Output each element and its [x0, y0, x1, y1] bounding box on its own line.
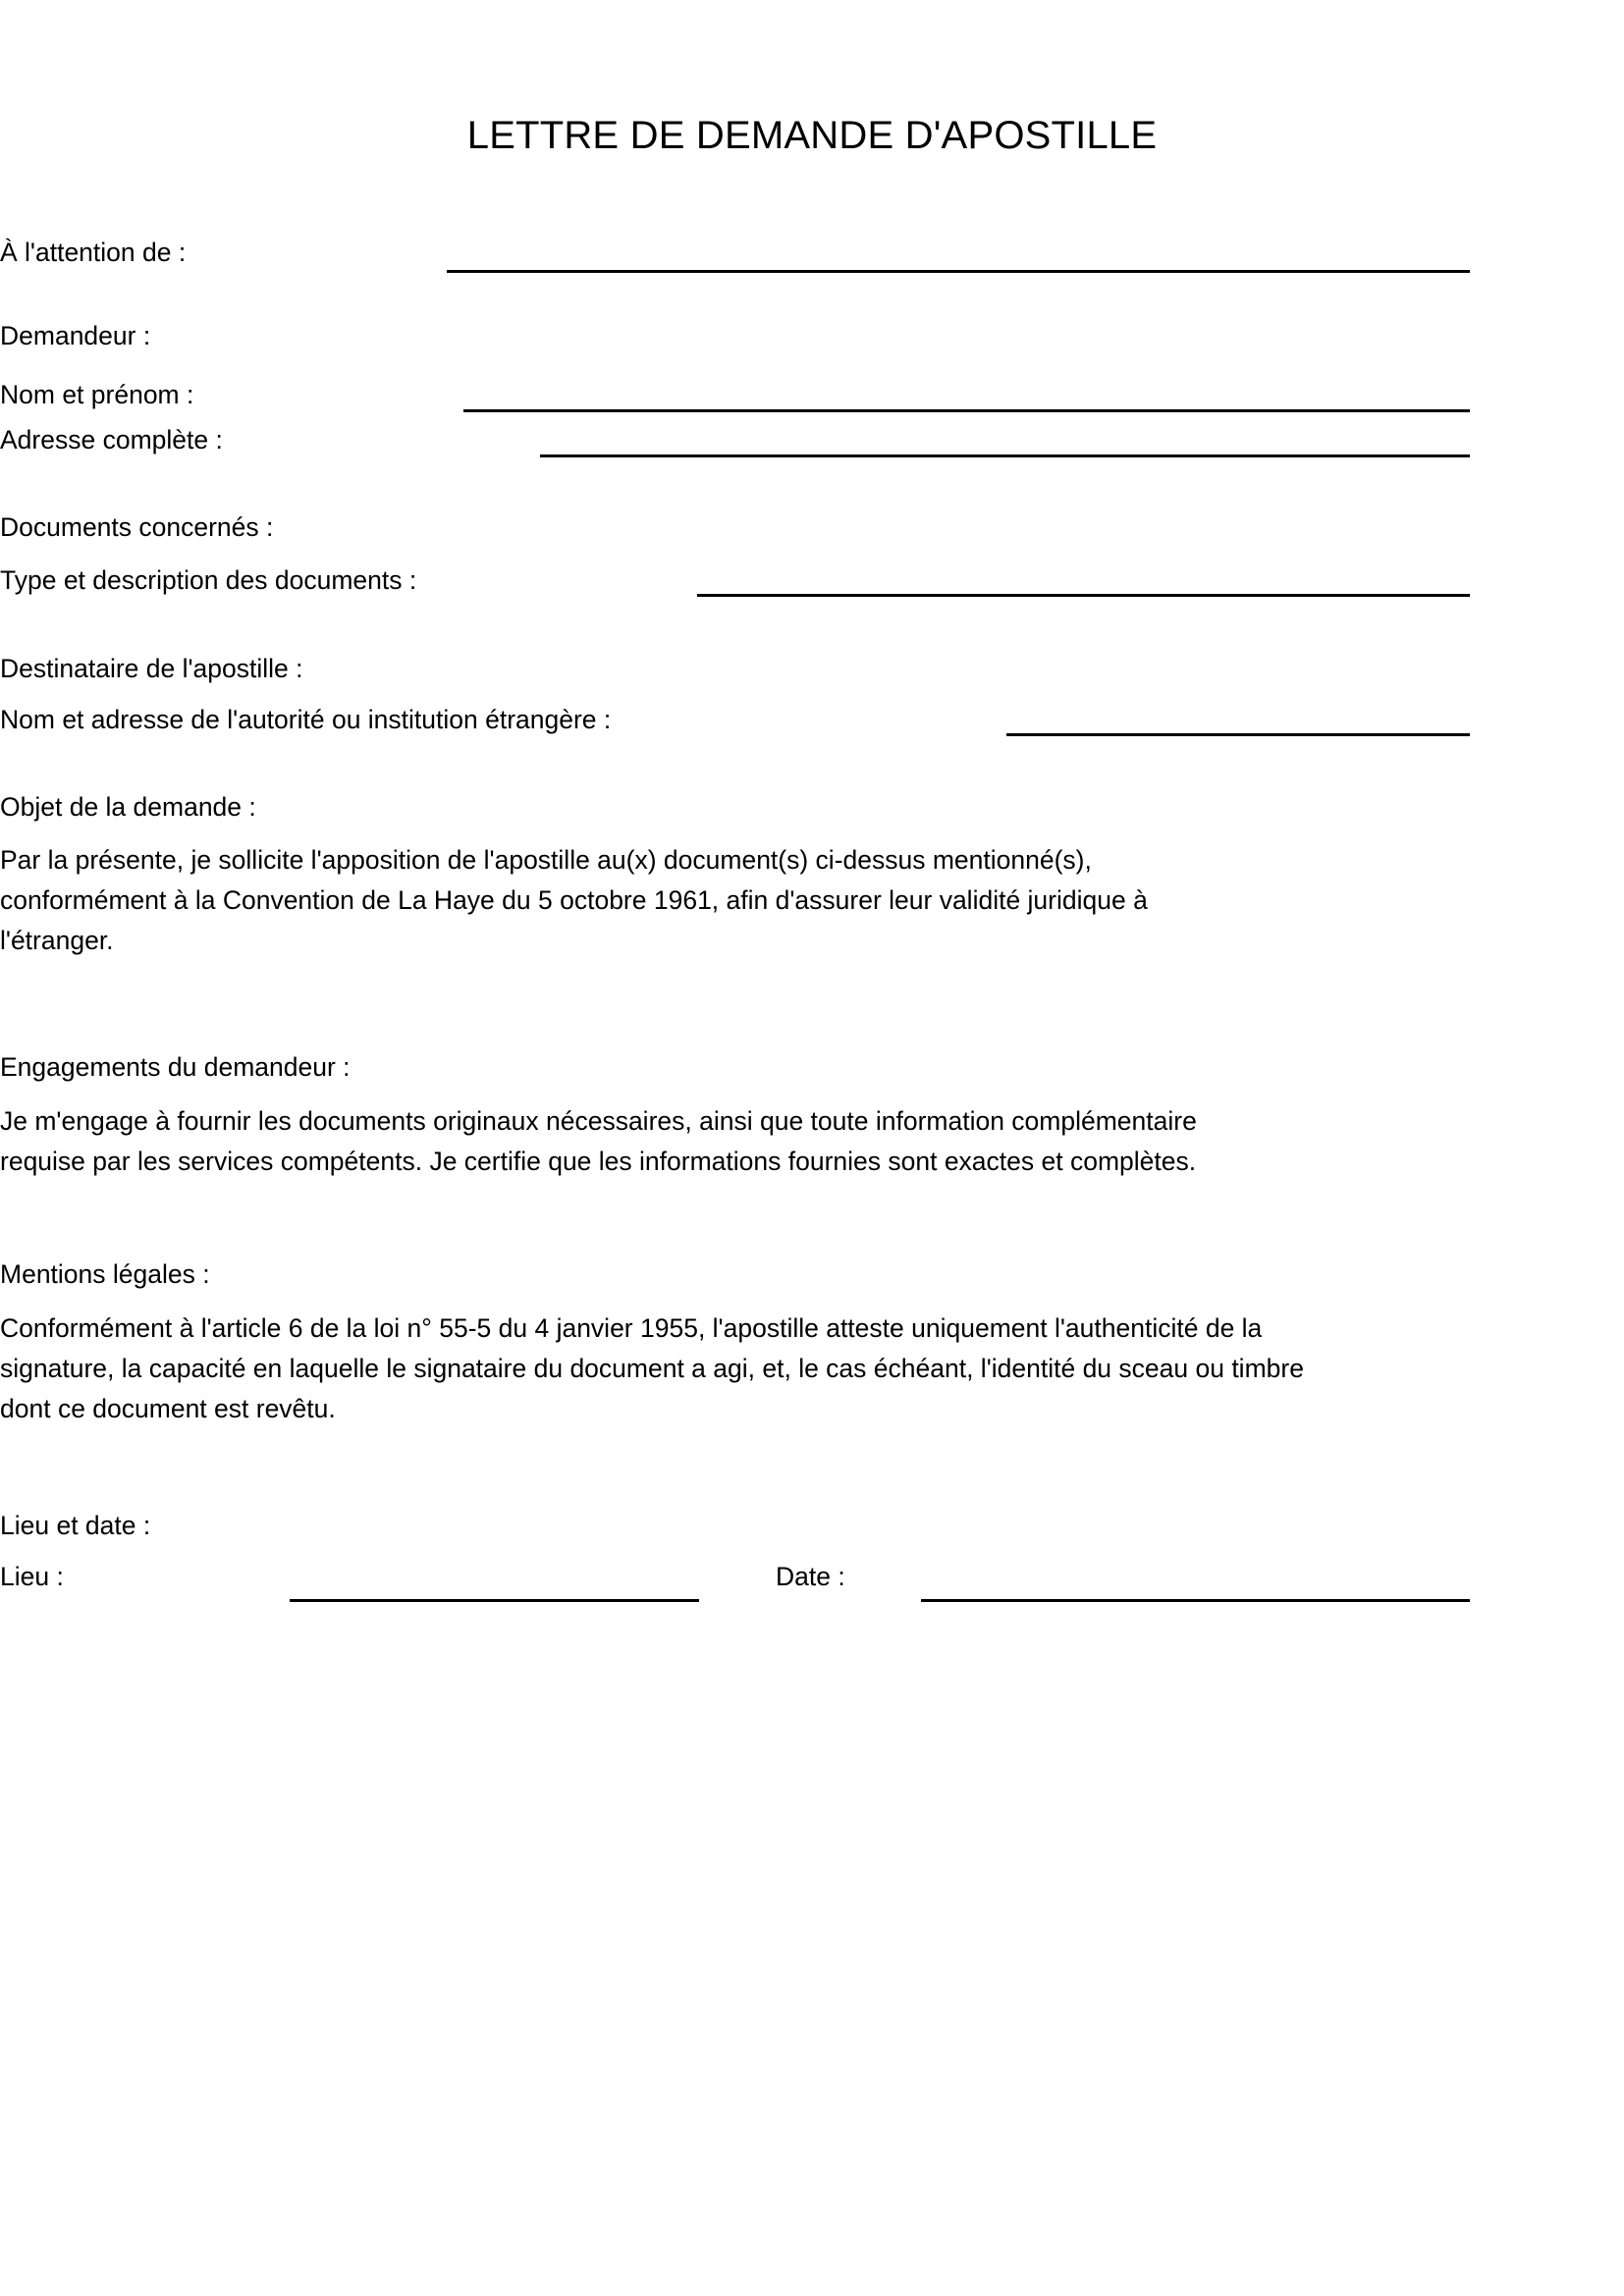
type-description-input-rule[interactable] — [697, 594, 1470, 597]
mentions-body: Conformément à l'article 6 de la loi n° 55-5 du 4 janvier 1955, l'apostille atteste uniquement l'authenticité de la signature, la capacité en laquelle le signataire du document a agi, et, le cas échéant, l'identité du sceau ou timbre dont ce document est revêtu. — [0, 1313, 1304, 1423]
lieu-input-rule[interactable] — [290, 1599, 699, 1602]
autorite-input-rule[interactable] — [1006, 733, 1470, 736]
field-date — [776, 1564, 845, 1590]
date-label: Date : — [776, 1562, 845, 1591]
adresse-label: Adresse complète : — [0, 425, 223, 454]
destinataire-heading: Destinataire de l'apostille : — [0, 654, 303, 683]
nom-prenom-label: Nom et prénom : — [0, 380, 194, 409]
lieu-label: Lieu : — [0, 1562, 64, 1591]
engagements-body: Je m'engage à fournir les documents originaux nécessaires, ainsi que toute information complémentaire requise par les services compétents. Je certifie que les informations fournies sont exactes et complètes. — [0, 1106, 1197, 1176]
demandeur-heading: Demandeur : — [0, 321, 151, 350]
field-lieu — [0, 1564, 64, 1590]
documents-heading: Documents concernés : — [0, 512, 274, 542]
page-title: LETTRE DE DEMANDE D'APOSTILLE — [466, 114, 1158, 157]
adresse-input-rule[interactable] — [540, 454, 1470, 457]
autorite-label: Nom et adresse de l'autorité ou institution étrangère : — [0, 705, 612, 734]
field-autorite — [0, 707, 611, 733]
mentions-heading: Mentions légales : — [0, 1259, 210, 1289]
type-description-label: Type et description des documents : — [0, 565, 417, 595]
field-nom-prenom — [0, 382, 193, 408]
attention-input-rule[interactable] — [447, 270, 1470, 273]
lieu-date-heading: Lieu et date : — [0, 1511, 151, 1540]
field-attention — [0, 240, 186, 266]
date-input-rule[interactable] — [921, 1599, 1470, 1602]
attention-label: À l'attention de : — [0, 238, 187, 267]
engagements-heading: Engagements du demandeur : — [0, 1052, 351, 1082]
nom-prenom-input-rule[interactable] — [463, 409, 1470, 412]
objet-body: Par la présente, je sollicite l'apposition de l'apostille au(x) document(s) ci-dessus mentionné(s), conformément à la Convention de La Haye du 5 octobre 1961, afin d'assurer leur validité juridique à l'étranger. — [0, 845, 1148, 955]
objet-heading: Objet de la demande : — [0, 792, 256, 822]
field-adresse — [0, 427, 223, 454]
field-type-description — [0, 567, 416, 594]
